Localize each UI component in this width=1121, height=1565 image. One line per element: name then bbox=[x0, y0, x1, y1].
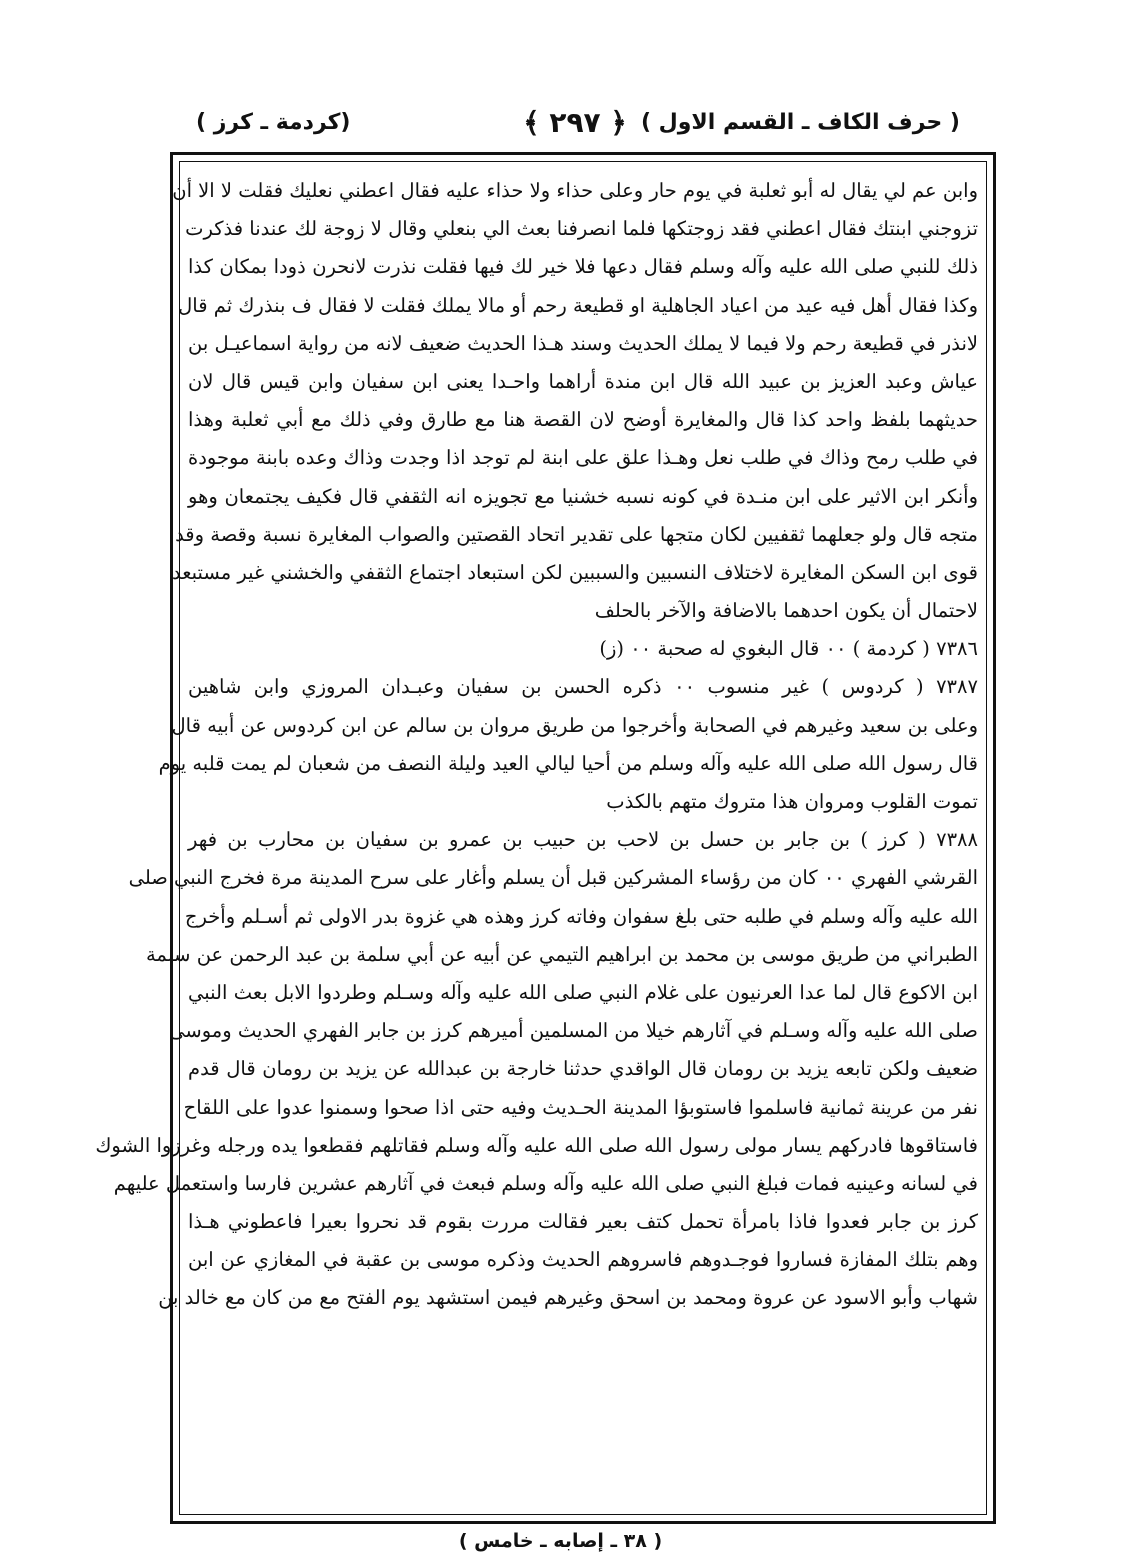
entry-7387: ٧٣٨٧ ( كردوس ) غير منسوب ٠٠ ذكره الحسن بن سفيان وعبـدان المروزي وابن شاهين bbox=[188, 675, 978, 699]
page-number: ﴿ ٢٩٧ ﴾ bbox=[523, 106, 627, 139]
entry-range: (كردمة ـ كرز ) bbox=[196, 110, 351, 135]
text-line: عياش وعبد العزيز بن عبيد الله قال ابن مندة أراهما واحـدا يعنى ابن سفيان وابن قيس قال لان bbox=[188, 369, 978, 393]
text-line: ضعيف ولكن تابعه يزيد بن رومان قال الواقدي حدثنا خارجة بن عبدالله عن يزيد بن رومان قال قدم bbox=[188, 1057, 978, 1081]
text-line: شهاب وأبو الاسود عن عروة ومحمد بن اسحق وغيرهم فيمن استشهد يوم الفتح مع من كان مع خالد بن bbox=[158, 1286, 978, 1310]
text-line: لاحتمال أن يكون احدهما بالاضافة والآخر بالحلف bbox=[594, 599, 978, 623]
text-line: في لسانه وعينيه فمات فبلغ النبي صلى الله عليه وآله وسلم فبعث في آثارهم عشرين فارسا واستعمل عليهم bbox=[113, 1171, 978, 1195]
text-line: في طلب رمح وذاك في طلب نعل وهـذا علق على ابنة لم توجد اذا وجدت وذاك وعده بابنة موجودة bbox=[188, 446, 978, 470]
page-footer: ( ٣٨ ـ إصابه ـ خامس ) bbox=[458, 1530, 663, 1552]
text-line: الطبراني من طريق موسى بن محمد بن ابراهيم التيمي عن أبيه عن أبي سلمة بن عبد الرحمن عن سلمة bbox=[145, 942, 978, 966]
text-line: قوى ابن السكن المغايرة لاختلاف النسبين والسببين لكن استبعاد اجتماع الثقفي والخشني غير مستبعد bbox=[171, 560, 978, 584]
text-line: وكذا فقال أهل فيه عيد من اعياد الجاهلية او قطيعة رحم أو مالا يملك فقلت لا فقال ف بنذرك ثم قال bbox=[178, 293, 978, 317]
text-line: تموت القلوب ومروان هذا متروك متهم بالكذب bbox=[606, 790, 978, 813]
text-line: قال رسول الله صلى الله عليه وآله وسلم من أحيا ليالي العيد وليلة النصف من شعبان لم يمت قلبه يوم bbox=[158, 751, 978, 775]
text-line: حديثهما بلفظ واحد كذا قال والمغايرة أوضح لان القصة هنا مع طارق وفي ذلك مع أبي ثعلبة وهذا bbox=[188, 408, 978, 432]
entry-7388: ٧٣٨٨ ( كرز ) بن جابر بن حسل بن لاحب بن حبيب بن عمرو بن سفيان بن محارب بن فهر bbox=[188, 828, 978, 852]
chapter-title: ( حرف الكاف ـ القسم الاول ) bbox=[640, 110, 960, 135]
page-header bbox=[170, 106, 970, 146]
text-line: نفر من عرينة ثمانية فاسلموا فاستوبؤا المدينة الحـديث وفيه حتى اذا صحوا وسمنوا عدوا على اللقاح bbox=[183, 1095, 978, 1119]
page-frame bbox=[95, 152, 996, 1524]
body-text bbox=[95, 172, 978, 1318]
text-line: ابن الاكوع قال لما عدا العرنيون على غلام النبي صلى الله عليه وآله وسـلم وطردوا الابل بعث النبي bbox=[188, 980, 978, 1004]
text-line: تزوجني ابنتك فقال اعطني فقد زوجتكها فلما انصرفنا بعث الي بنعلي وقال لا زوجة لك عندنا فذكرت bbox=[185, 217, 978, 241]
text-line: لانذر في قطيعة رحم ولا فيما لا يملك الحديث وسند هـذا الحديث ضعيف لانه من رواية اسماعيـل بن bbox=[188, 331, 978, 355]
text-line: كرز بن جابر فعدوا فاذا بامرأة تحمل كتف بعير فقالت مررت بقوم قد نحروا بعيرا فاعطوني هـذا bbox=[188, 1210, 978, 1234]
text-line: وعلى بن سعيد وغيرهم في الصحابة وأخرجوا من طريق مروان بن سالم عن ابن كردوس عن أبيه قال bbox=[171, 713, 978, 737]
inner-frame bbox=[95, 161, 987, 1515]
text-line: وابن عم لي يقال له أبو ثعلبة في يوم حار وعلى حذاء ولا حذاء عليه فقال اعطني نعليك فقلت لا الا أن bbox=[172, 179, 978, 202]
entry-7386: ٧٣٨٦ ( كردمة ) ٠٠ قال البغوي له صحبة ٠٠ (ز) bbox=[599, 637, 978, 661]
text-line: وهم بتلك المفازة فساروا فوجـدوهم فاسروهم الحديث وذكره موسى بن عقبة في المغازي عن ابن bbox=[188, 1248, 978, 1272]
text-line: القرشي الفهري ٠٠ كان من رؤساء المشركين قبل أن يسلم وأغار على سرح المدينة مرة فخرج النبي صلى bbox=[128, 866, 978, 890]
text-line: فاستاقوها فادركهم يسار مولى رسول الله صلى الله عليه وآله وسلم فقاتلهم فقطعوا يده ورجله وغرزوا الشوك bbox=[95, 1133, 978, 1157]
text-line: الله عليه وآله وسلم في طلبه حتى بلغ سفوان وفاته كرز وهذه هي غزوة بدر الاولى ثم أسـلم وأخرج bbox=[184, 904, 978, 928]
text-line: وأنكر ابن الاثير على ابن منـدة في كونه نسبه خشنيا مع تجويزه انه الثقفي قال فكيف يجتمعان وهو bbox=[188, 484, 978, 508]
text-line: ذلك للنبي صلى الله عليه وآله وسلم فقال دعها فلا خير لك فيها فقلت نذرت لانحرن ذودا بمكان كذا bbox=[188, 255, 978, 279]
text-line: صلى الله عليه وآله وسـلم في آثارهم خيلا من المسلمين أميرهم كرز بن جابر الفهري الحديث وموسى bbox=[169, 1019, 978, 1043]
text-line: متجه قال ولو جعلهما ثقفيين لكان متجها على تقدير اتحاد القصتين والصواب المغايرة نسبة وقصة وقد bbox=[175, 522, 978, 546]
